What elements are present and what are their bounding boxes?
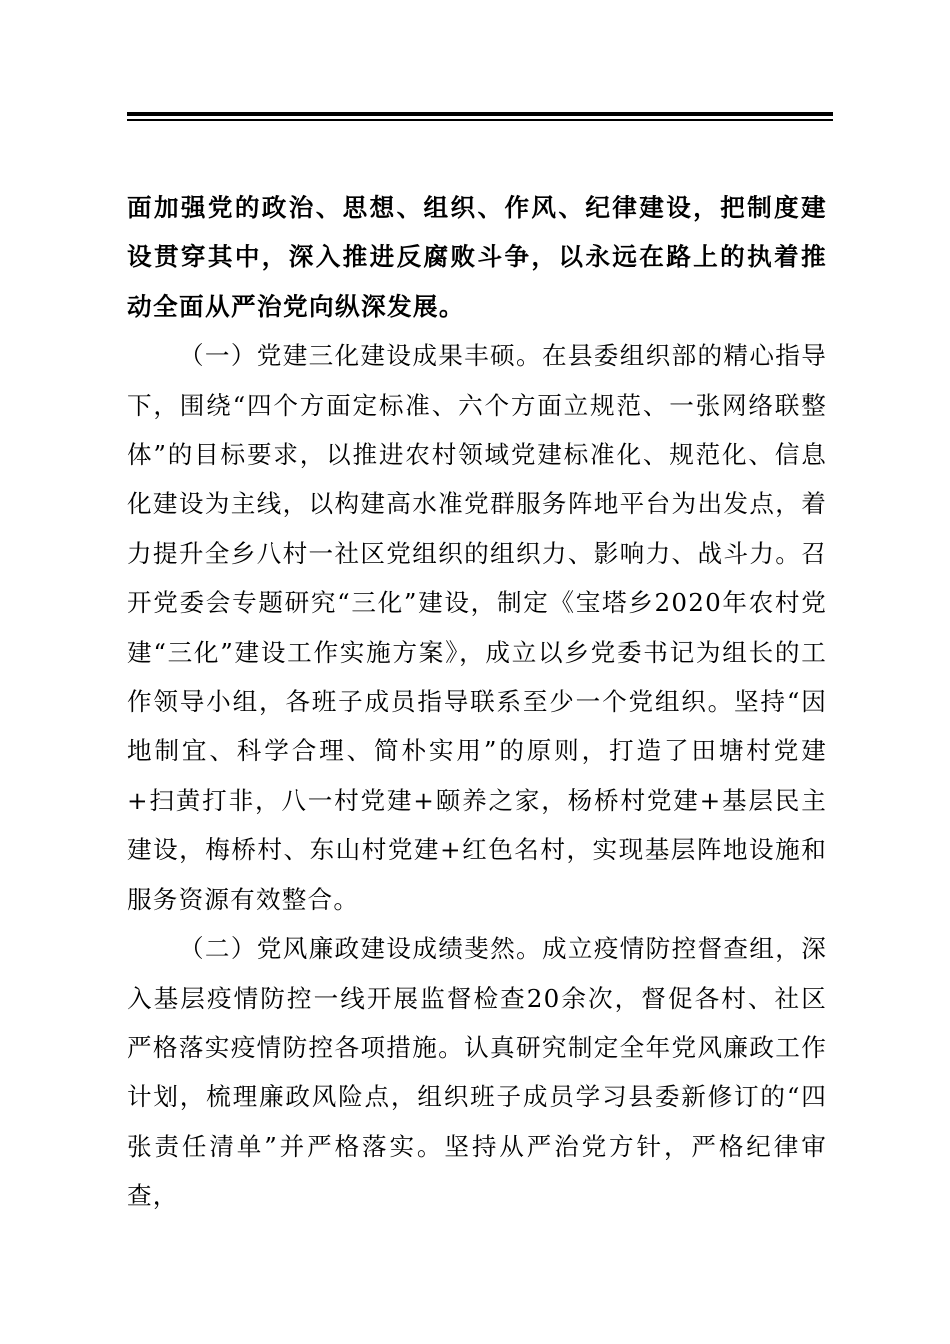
- header-rule-thin: [127, 119, 833, 121]
- paragraph-party-building: （一）党建三化建设成果丰硕。在县委组织部的精心指导下，围绕“四个方面定标准、六个方面立规范、一张网络联整体”的目标要求，以推进农村领域党建标准化、规范化、信息化建设为主线，以构建高水准党群服务阵地平台为出发点，着力提升全乡八村一社区党组织的组织力、影响力、战斗力。召开党委会专题研究“三化”建设，制定《宝塔乡2020年农村党建“三化”建设工作实施方案》，成立以乡党委书记为组长的工作领导小组，各班子成员指导联系至少一个党组织。坚持“因地制宜、科学合理、简朴实用”的原则，打造了田塘村党建+扫黄打非，八一村党建+颐养之家，杨桥村党建+基层民主建设，梅桥村、东山村党建+红色名村，实现基层阵地设施和服务资源有效整合。: [127, 341, 827, 914]
- paragraph-clean-governance: （二）党风廉政建设成绩斐然。成立疫情防控督查组，深入基层疫情防控一线开展监督检查20余次，督促各村、社区严格落实疫情防控各项措施。认真研究制定全年党风廉政工作计划，梳理廉政风险点，组织班子成员学习县委新修订的“四张责任清单”并严格落实。坚持从严治党方针，严格纪律审查，: [127, 934, 827, 1211]
- paragraph-continuation: 面加强党的政治、思想、组织、作风、纪律建设，把制度建设贯穿其中，深入推进反腐败斗争，以永远在路上的执着推动全面从严治党向纵深发展。: [127, 193, 827, 321]
- header-rule-thick: [127, 112, 833, 116]
- document-body: [127, 183, 827, 1221]
